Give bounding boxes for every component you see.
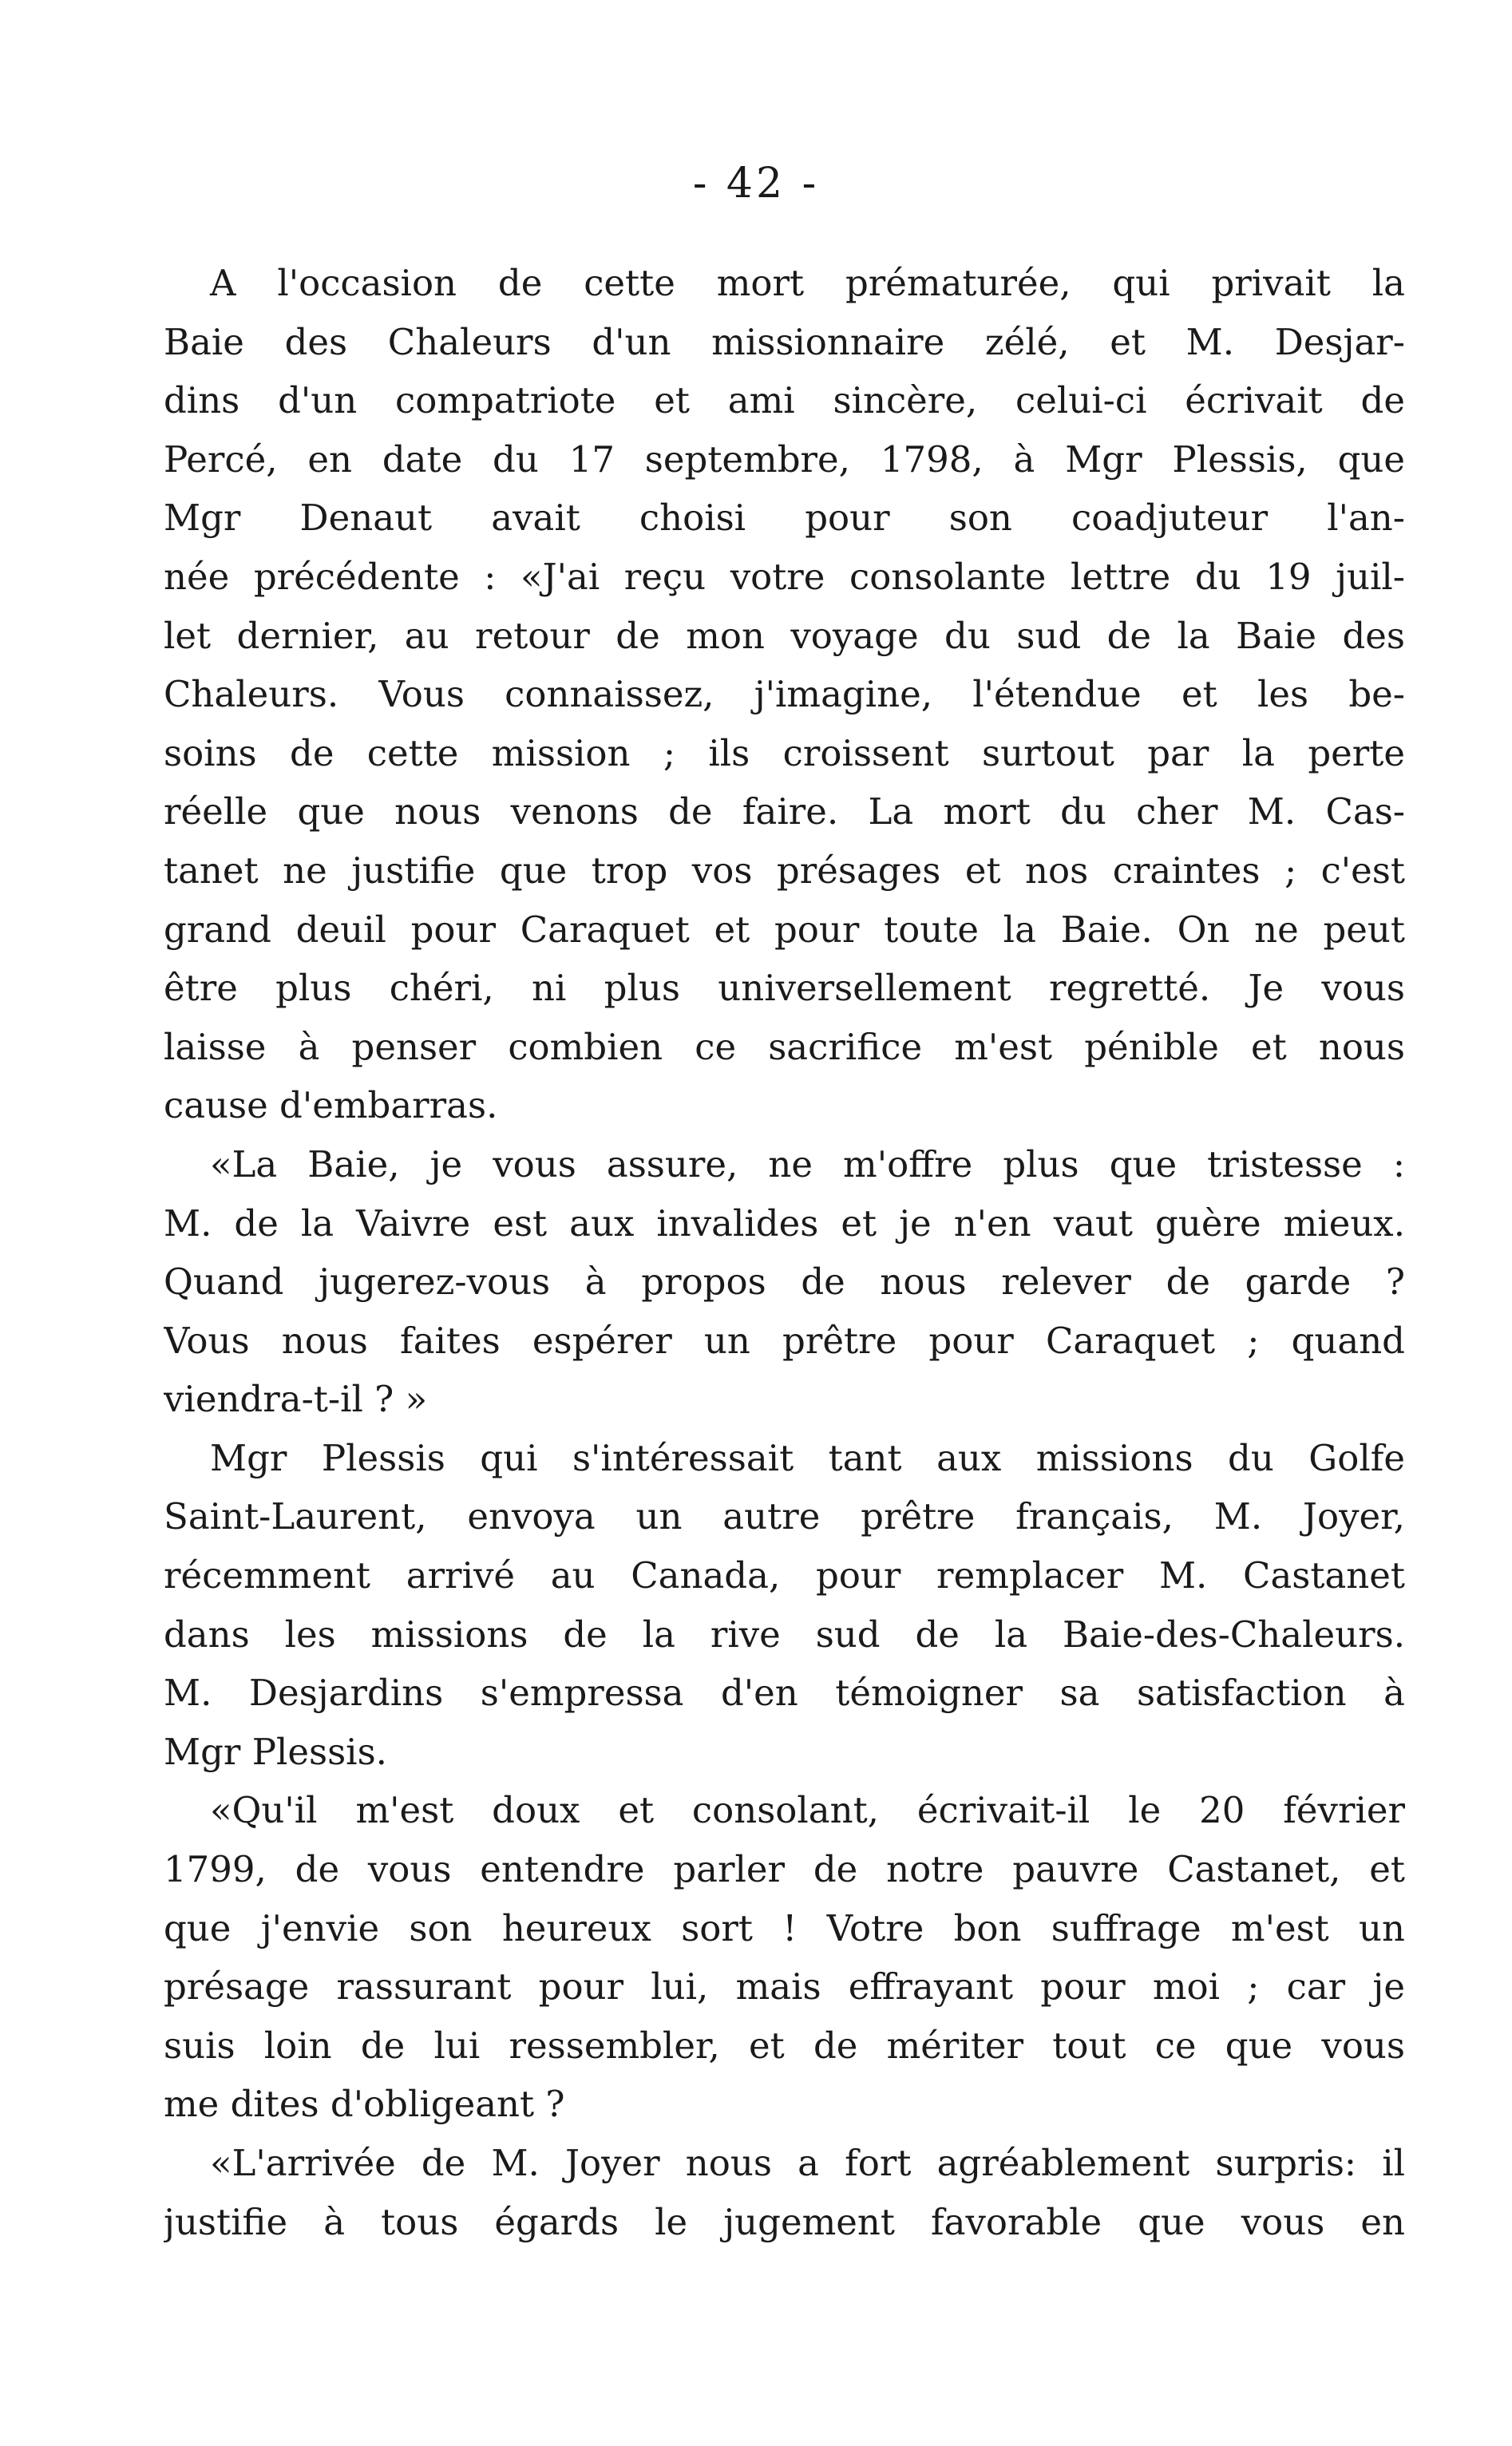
text-line: Mgr Plessis. xyxy=(164,1730,387,1773)
text-line: Chaleurs. Vous connaissez, j'imagine, l'étendue et les be- xyxy=(164,673,1405,716)
text-line: let dernier, au retour de mon voyage du sud de la Baie des xyxy=(164,614,1405,657)
text-line: Percé, en date du 17 septembre, 1798, à Mgr Plessis, que xyxy=(164,437,1405,481)
text-line: réelle que nous venons de faire. La mort du cher M. Cas- xyxy=(164,790,1405,833)
text-line: récemment arrivé au Canada, pour remplacer M. Castanet xyxy=(164,1554,1405,1597)
text-line: M. de la Vaivre est aux invalides et je n'en vaut guère mieux. xyxy=(164,1201,1405,1245)
text-line: me dites d'obligeant ? xyxy=(164,2083,565,2126)
text-line: grand deuil pour Caraquet et pour toute la Baie. On ne peut xyxy=(164,908,1405,951)
text-line: Saint-Laurent, envoya un autre prêtre français, M. Joyer, xyxy=(164,1495,1405,1538)
text-line: Mgr Denaut avait choisi pour son coadjuteur l'an- xyxy=(164,497,1405,540)
text-line: laisse à penser combien ce sacrifice m'est pénible et nous xyxy=(164,1025,1405,1068)
text-line: tanet ne justifie que trop vos présages et nos craintes ; c'est xyxy=(164,849,1405,892)
text-line: Mgr Plessis qui s'intéressait tant aux missions du Golfe xyxy=(210,1436,1405,1479)
text-line: soins de cette mission ; ils croissent surtout par la perte xyxy=(164,731,1405,774)
text-line: M. Desjardins s'empressa d'en témoigner sa satisfaction à xyxy=(164,1672,1405,1715)
text-line: «La Baie, je vous assure, ne m'offre plus que tristesse : xyxy=(210,1142,1405,1185)
text-line: Baie des Chaleurs d'un missionnaire zélé, et M. Desjar- xyxy=(164,320,1405,363)
text-line: présage rassurant pour lui, mais effrayant pour moi ; car je xyxy=(164,1965,1405,2009)
body-text xyxy=(164,254,1405,2251)
text-line: 1799, de vous entendre parler de notre pauvre Castanet, et xyxy=(164,1848,1405,1891)
text-line: dins d'un compatriote et ami sincère, celui-ci écrivait de xyxy=(164,379,1405,422)
text-line: Quand jugerez-vous à propos de nous relever de garde ? xyxy=(164,1261,1405,1304)
text-line: A l'occasion de cette mort prématurée, qui privait la xyxy=(210,262,1405,304)
page-number: - 42 - xyxy=(692,160,820,208)
text-line: que j'envie son heureux sort ! Votre bon suffrage m'est un xyxy=(164,1906,1405,1949)
text-line: «L'arrivée de M. Joyer nous a fort agréablement surpris: il xyxy=(210,2142,1405,2184)
text-line: dans les missions de la rive sud de la Baie-des-Chaleurs. xyxy=(164,1613,1405,1656)
text-line: née précédente : «J'ai reçu votre consolante lettre du 19 juil- xyxy=(164,555,1405,598)
text-line: justifie à tous égards le jugement favorable que vous en xyxy=(164,2200,1405,2243)
text-line: suis loin de lui ressembler, et de mériter tout ce que vous xyxy=(164,2024,1405,2067)
text-line: viendra-t-il ? » xyxy=(164,1378,428,1421)
text-line: Vous nous faites espérer un prêtre pour Caraquet ; quand xyxy=(164,1319,1405,1362)
text-line: être plus chéri, ni plus universellement regretté. Je vous xyxy=(164,967,1405,1010)
text-line: cause d'embarras. xyxy=(164,1084,498,1127)
text-line: «Qu'il m'est doux et consolant, écrivait-il le 20 février xyxy=(210,1789,1405,1832)
